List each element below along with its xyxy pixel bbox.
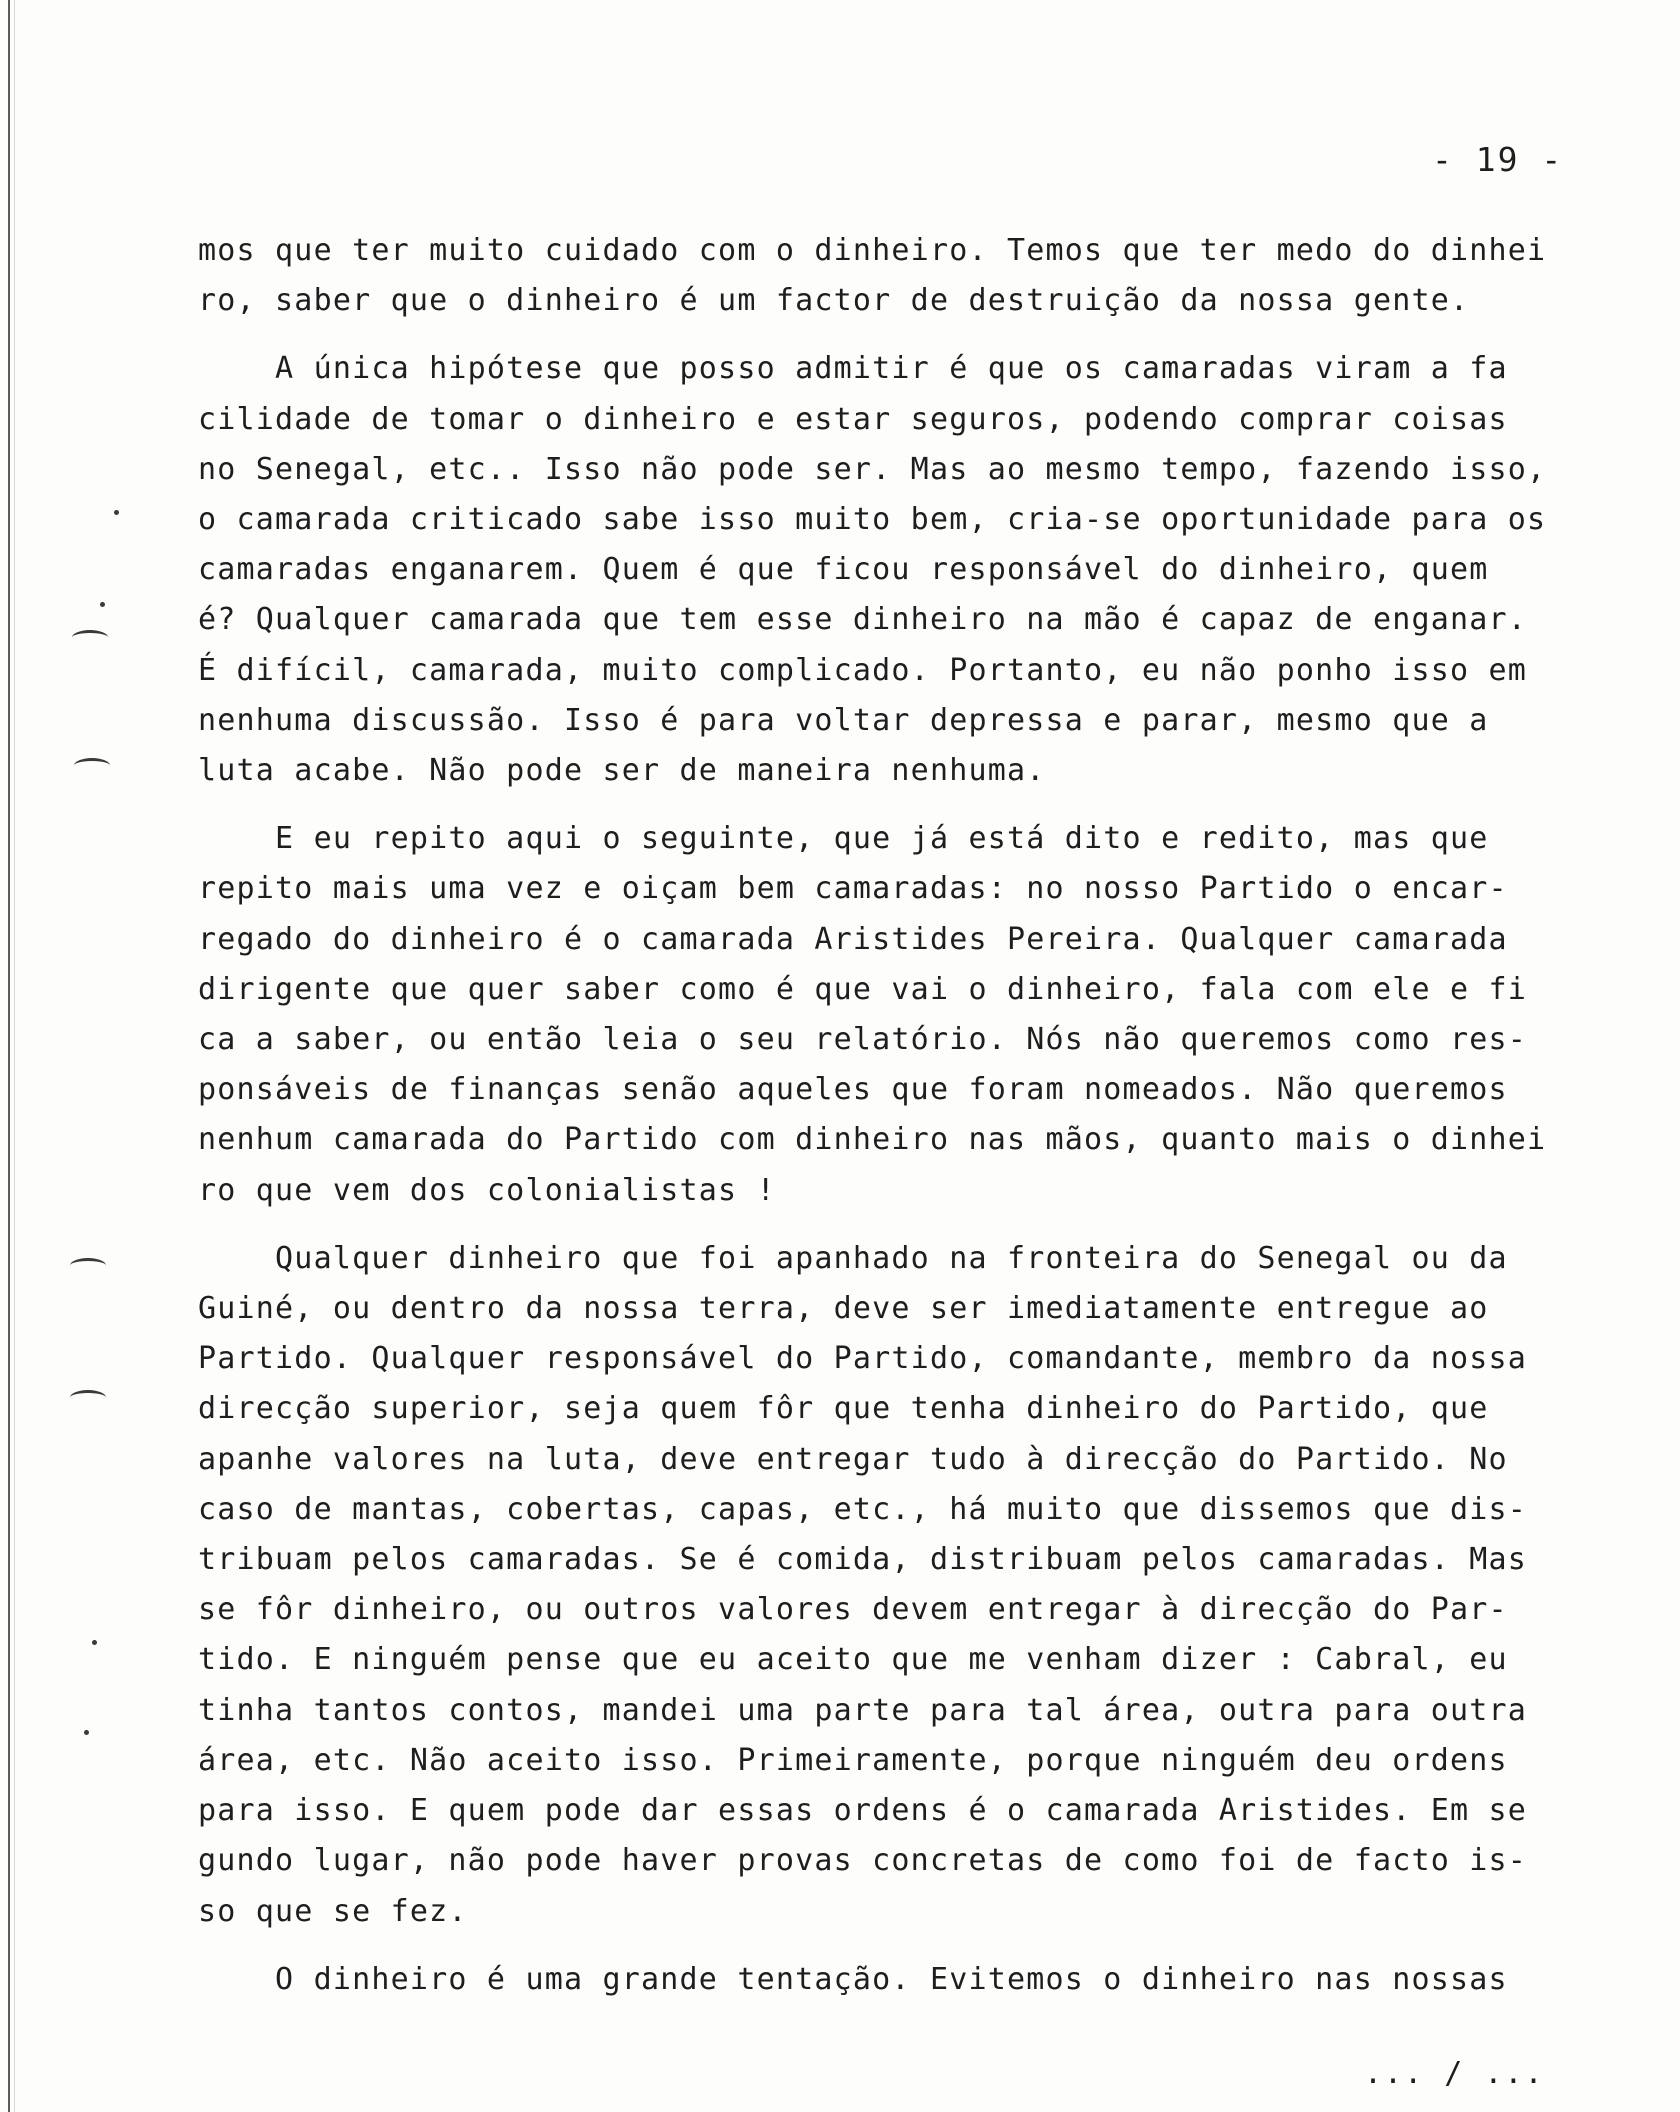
margin-binding-mark bbox=[72, 630, 108, 645]
paragraph-5: O dinheiro é uma grande tentação. Evitemos o dinheiro nas nossas bbox=[198, 1961, 1508, 1997]
paragraph-2: A única hipótese que posso admitir é que os camaradas viram a fa cilidade de tomar o dinheiro e estar seguros, podendo comprar coisas no Senegal, etc.. Isso não pode ser. Mas ao mesmo tempo, fazendo isso, o camarada criticado sabe isso muito bem, cria-se oportunidade para os camaradas enganarem. Quem é que ficou responsável do dinheiro, quem é? Qualquer camarada que tem esse dinheiro na mão é capaz de enganar. É difícil, camarada, muito complicado. Portanto, eu não ponho isso em nenhuma discussão. Isso é para voltar depressa e parar, mesmo que a luta acabe. Não pode ser de maneira nenhuma. bbox=[198, 351, 1547, 789]
margin-dot-mark bbox=[114, 510, 119, 515]
typewritten-body bbox=[198, 226, 1638, 2023]
page-margin-line bbox=[14, 0, 15, 2112]
page-left-edge-line bbox=[8, 0, 10, 2112]
margin-dot-mark bbox=[92, 1640, 97, 1645]
continuation-marker: ... / ... bbox=[1364, 2056, 1545, 2091]
paragraph-1: mos que ter muito cuidado com o dinheiro. Temos que ter medo do dinhei ro, saber que o dinheiro é um factor de destruição da nossa gente. bbox=[198, 233, 1547, 319]
margin-dot-mark bbox=[100, 602, 105, 607]
margin-binding-mark bbox=[70, 1258, 106, 1273]
paragraph-4: Qualquer dinheiro que foi apanhado na fronteira do Senegal ou da Guiné, ou dentro da nossa terra, deve ser imediatamente entregue ao Partido. Qualquer responsável do Partido, comandante, membro da nossa direcção superior, seja quem fôr que tenha dinheiro do Partido, que apanhe valores na luta, deve entregar tudo à direcção do Partido. No caso de mantas, cobertas, capas, etc., há muito que dissemos que dis- tribuam pelos camaradas. Se é comida, distribuam pelos camaradas. Mas se fôr dinheiro, ou outros valores devem entregar à direcção do Par- tido. E ninguém pense que eu aceito que me venham dizer : Cabral, eu tinha tantos contos, mandei uma parte para tal área, outra para outra área, etc. Não aceito isso. Primeiramente, porque ninguém deu ordens para isso. E quem pode dar essas ordens é o camarada Aristides. Em se gundo lugar, não pode haver provas concretas de como foi de facto is- so que se fez. bbox=[198, 1240, 1528, 1929]
margin-binding-mark bbox=[74, 758, 110, 773]
margin-binding-mark bbox=[70, 1390, 106, 1405]
page-number: - 19 - bbox=[1432, 140, 1564, 179]
margin-dot-mark bbox=[84, 1730, 89, 1735]
paragraph-3: E eu repito aqui o seguinte, que já está dito e redito, mas que repito mais uma vez e oiçam bem camaradas: no nosso Partido o encar- regado do dinheiro é o camarada Aristides Pereira. Qualquer camarada dirigente que quer saber como é que vai o dinheiro, fala com ele e fi ca a saber, ou então leia o seu relatório. Nós não queremos como res- ponsáveis de finanças senão aqueles que foram nomeados. Não queremos nenhum camarada do Partido com dinheiro nas mãos, quanto mais o dinhei ro que vem dos colonialistas ! bbox=[198, 821, 1547, 1208]
